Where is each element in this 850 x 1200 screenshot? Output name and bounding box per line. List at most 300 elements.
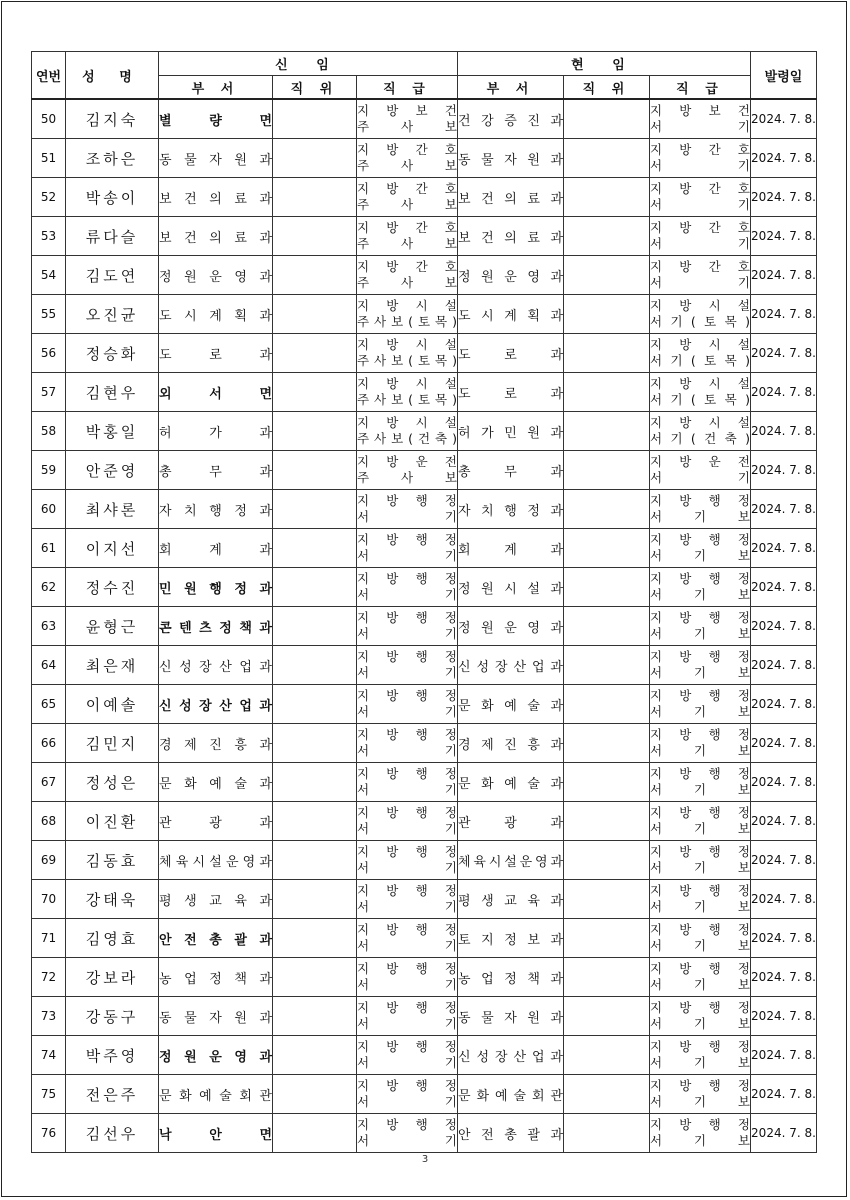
new-department: 문 화 예 술 회 관 bbox=[159, 1075, 273, 1114]
new-grade bbox=[357, 412, 458, 451]
current-department: 도 로 과 bbox=[458, 373, 564, 412]
grade-line: 지 방 행 정 bbox=[650, 766, 750, 781]
new-department: 콘 텐 츠 정 책 과 bbox=[159, 607, 273, 646]
current-position bbox=[564, 763, 650, 802]
person-name: 조하은 bbox=[66, 139, 159, 178]
new-department: 정 원 운 영 과 bbox=[159, 256, 273, 295]
new-department: 경 제 진 흥 과 bbox=[159, 724, 273, 763]
new-grade bbox=[357, 841, 458, 880]
grade-line: 지 방 간 호 bbox=[357, 181, 457, 196]
person-name: 박홍일 bbox=[66, 412, 159, 451]
header-new-dept: 부 서 bbox=[159, 76, 273, 100]
appointment-date: 2024. 7. 8. bbox=[751, 1036, 817, 1075]
new-department: 도 로 과 bbox=[159, 334, 273, 373]
current-position bbox=[564, 958, 650, 997]
row-number: 71 bbox=[32, 919, 66, 958]
grade-line: 서 기 bbox=[357, 587, 457, 602]
appointment-date: 2024. 7. 8. bbox=[751, 880, 817, 919]
row-number: 63 bbox=[32, 607, 66, 646]
current-department: 문 화 예 술 과 bbox=[458, 685, 564, 724]
grade-line: 지 방 행 정 bbox=[650, 805, 750, 820]
grade-line: 지 방 행 정 bbox=[357, 961, 457, 976]
appointment-date: 2024. 7. 8. bbox=[751, 412, 817, 451]
new-grade bbox=[357, 724, 458, 763]
appointment-date: 2024. 7. 8. bbox=[751, 1075, 817, 1114]
row-number: 69 bbox=[32, 841, 66, 880]
current-department: 정 원 시 설 과 bbox=[458, 568, 564, 607]
table-row bbox=[32, 1075, 817, 1114]
row-number: 76 bbox=[32, 1114, 66, 1153]
table-row bbox=[32, 529, 817, 568]
new-position bbox=[273, 451, 357, 490]
row-number: 51 bbox=[32, 139, 66, 178]
grade-line: 서 기 bbox=[357, 860, 457, 875]
grade-line: 지 방 행 정 bbox=[357, 1078, 457, 1093]
new-grade bbox=[357, 958, 458, 997]
grade-line: 서 기 보 bbox=[650, 938, 750, 953]
new-position bbox=[273, 802, 357, 841]
new-position bbox=[273, 919, 357, 958]
row-number: 50 bbox=[32, 99, 66, 139]
grade-line: 서 기 bbox=[650, 470, 750, 485]
new-grade bbox=[357, 607, 458, 646]
table-row bbox=[32, 412, 817, 451]
appointment-date: 2024. 7. 8. bbox=[751, 607, 817, 646]
grade-line: 지 방 행 정 bbox=[357, 844, 457, 859]
new-department: 총 무 과 bbox=[159, 451, 273, 490]
current-grade bbox=[650, 958, 751, 997]
header-new-position: 직 위 bbox=[273, 76, 357, 100]
table-row bbox=[32, 802, 817, 841]
person-name: 김선우 bbox=[66, 1114, 159, 1153]
person-name: 이예솔 bbox=[66, 685, 159, 724]
current-department: 농 업 정 책 과 bbox=[458, 958, 564, 997]
row-number: 64 bbox=[32, 646, 66, 685]
new-department: 낙 안 면 bbox=[159, 1114, 273, 1153]
current-position bbox=[564, 685, 650, 724]
new-department: 문 화 예 술 과 bbox=[159, 763, 273, 802]
grade-line: 지 방 시 설 bbox=[650, 298, 750, 313]
new-position bbox=[273, 646, 357, 685]
row-number: 55 bbox=[32, 295, 66, 334]
grade-line: 지 방 시 설 bbox=[357, 415, 457, 430]
grade-line: 지 방 간 호 bbox=[650, 142, 750, 157]
table-row bbox=[32, 568, 817, 607]
new-grade bbox=[357, 919, 458, 958]
grade-line: 지 방 간 호 bbox=[650, 181, 750, 196]
current-department: 동 물 자 원 과 bbox=[458, 997, 564, 1036]
person-name: 김민지 bbox=[66, 724, 159, 763]
current-grade bbox=[650, 373, 751, 412]
current-position bbox=[564, 1114, 650, 1153]
current-grade bbox=[650, 607, 751, 646]
grade-line: 지 방 행 정 bbox=[650, 727, 750, 742]
row-number: 65 bbox=[32, 685, 66, 724]
grade-line: 서 기 ( 토 목 ) bbox=[650, 353, 750, 368]
person-name: 정승화 bbox=[66, 334, 159, 373]
appointment-date: 2024. 7. 8. bbox=[751, 685, 817, 724]
appointment-date: 2024. 7. 8. bbox=[751, 958, 817, 997]
grade-line: 지 방 운 전 bbox=[650, 454, 750, 469]
appointment-date: 2024. 7. 8. bbox=[751, 529, 817, 568]
header-group-new: 신 임 bbox=[159, 52, 458, 76]
current-grade bbox=[650, 99, 751, 139]
table-row bbox=[32, 646, 817, 685]
table-row bbox=[32, 256, 817, 295]
grade-line: 지 방 간 호 bbox=[357, 259, 457, 274]
new-grade bbox=[357, 529, 458, 568]
new-department: 회 계 과 bbox=[159, 529, 273, 568]
grade-line: 지 방 시 설 bbox=[650, 337, 750, 352]
new-department: 동 물 자 원 과 bbox=[159, 997, 273, 1036]
new-position bbox=[273, 685, 357, 724]
new-position bbox=[273, 997, 357, 1036]
grade-line: 지 방 시 설 bbox=[357, 337, 457, 352]
grade-line: 서 기 bbox=[357, 743, 457, 758]
row-number: 74 bbox=[32, 1036, 66, 1075]
grade-line: 서 기 bbox=[650, 119, 750, 134]
current-position bbox=[564, 1075, 650, 1114]
grade-line: 지 방 보 건 bbox=[357, 103, 457, 118]
new-position bbox=[273, 334, 357, 373]
table-row bbox=[32, 958, 817, 997]
new-position bbox=[273, 139, 357, 178]
new-position bbox=[273, 880, 357, 919]
table-row bbox=[32, 685, 817, 724]
grade-line: 주 사 보 bbox=[357, 197, 457, 212]
grade-line: 주 사 보 ( 건 축 ) bbox=[357, 431, 457, 446]
new-position bbox=[273, 1036, 357, 1075]
appointment-date: 2024. 7. 8. bbox=[751, 99, 817, 139]
grade-line: 지 방 행 정 bbox=[650, 532, 750, 547]
new-grade bbox=[357, 334, 458, 373]
table-row bbox=[32, 295, 817, 334]
grade-line: 서 기 bbox=[650, 275, 750, 290]
new-position bbox=[273, 529, 357, 568]
new-grade bbox=[357, 568, 458, 607]
current-grade bbox=[650, 178, 751, 217]
current-position bbox=[564, 1036, 650, 1075]
appointment-date: 2024. 7. 8. bbox=[751, 373, 817, 412]
grade-line: 주 사 보 ( 토 목 ) bbox=[357, 392, 457, 407]
grade-line: 지 방 행 정 bbox=[650, 883, 750, 898]
grade-line: 주 사 보 ( 토 목 ) bbox=[357, 353, 457, 368]
current-position bbox=[564, 217, 650, 256]
grade-line: 지 방 행 정 bbox=[650, 844, 750, 859]
current-grade bbox=[650, 412, 751, 451]
current-position bbox=[564, 334, 650, 373]
appointment-date: 2024. 7. 8. bbox=[751, 451, 817, 490]
grade-line: 서 기 bbox=[357, 665, 457, 680]
new-grade bbox=[357, 880, 458, 919]
grade-line: 지 방 행 정 bbox=[357, 1117, 457, 1132]
new-position bbox=[273, 568, 357, 607]
grade-line: 지 방 행 정 bbox=[650, 961, 750, 976]
grade-line: 서 기 bbox=[357, 899, 457, 914]
current-grade bbox=[650, 529, 751, 568]
current-department: 건 강 증 진 과 bbox=[458, 99, 564, 139]
current-position bbox=[564, 568, 650, 607]
person-name: 박송이 bbox=[66, 178, 159, 217]
current-department: 자 치 행 정 과 bbox=[458, 490, 564, 529]
grade-line: 지 방 행 정 bbox=[357, 610, 457, 625]
person-name: 이진환 bbox=[66, 802, 159, 841]
grade-line: 지 방 행 정 bbox=[357, 805, 457, 820]
grade-line: 서 기 보 bbox=[650, 899, 750, 914]
person-name: 이지선 bbox=[66, 529, 159, 568]
table-row bbox=[32, 841, 817, 880]
grade-line: 지 방 행 정 bbox=[357, 493, 457, 508]
row-number: 72 bbox=[32, 958, 66, 997]
grade-line: 서 기 bbox=[650, 158, 750, 173]
grade-line: 서 기 bbox=[357, 938, 457, 953]
current-department: 체 육 시 설 운 영 과 bbox=[458, 841, 564, 880]
current-grade bbox=[650, 568, 751, 607]
appointment-date: 2024. 7. 8. bbox=[751, 568, 817, 607]
header-group-current: 현 임 bbox=[458, 52, 751, 76]
grade-line: 지 방 행 정 bbox=[357, 727, 457, 742]
new-department: 민 원 행 정 과 bbox=[159, 568, 273, 607]
new-grade bbox=[357, 1114, 458, 1153]
grade-line: 지 방 행 정 bbox=[650, 688, 750, 703]
current-department: 총 무 과 bbox=[458, 451, 564, 490]
person-name: 박주영 bbox=[66, 1036, 159, 1075]
appointment-date: 2024. 7. 8. bbox=[751, 646, 817, 685]
current-position bbox=[564, 919, 650, 958]
current-grade bbox=[650, 256, 751, 295]
person-name: 김지숙 bbox=[66, 99, 159, 139]
grade-line: 지 방 행 정 bbox=[357, 688, 457, 703]
grade-line: 지 방 간 호 bbox=[650, 259, 750, 274]
row-number: 60 bbox=[32, 490, 66, 529]
grade-line: 서 기 보 bbox=[650, 860, 750, 875]
current-grade bbox=[650, 1075, 751, 1114]
row-number: 68 bbox=[32, 802, 66, 841]
current-department: 보 건 의 료 과 bbox=[458, 178, 564, 217]
current-grade bbox=[650, 334, 751, 373]
grade-line: 지 방 행 정 bbox=[357, 922, 457, 937]
header-date: 발령일 bbox=[751, 52, 817, 100]
new-grade bbox=[357, 217, 458, 256]
grade-line: 서 기 보 bbox=[650, 1055, 750, 1070]
grade-line: 지 방 행 정 bbox=[357, 532, 457, 547]
new-position bbox=[273, 256, 357, 295]
table-row bbox=[32, 334, 817, 373]
new-grade bbox=[357, 763, 458, 802]
new-position bbox=[273, 490, 357, 529]
person-name: 정수진 bbox=[66, 568, 159, 607]
person-name: 김현우 bbox=[66, 373, 159, 412]
current-department: 회 계 과 bbox=[458, 529, 564, 568]
current-position bbox=[564, 880, 650, 919]
row-number: 59 bbox=[32, 451, 66, 490]
grade-line: 지 방 행 정 bbox=[650, 610, 750, 625]
current-grade bbox=[650, 646, 751, 685]
current-position bbox=[564, 490, 650, 529]
grade-line: 서 기 보 bbox=[650, 1133, 750, 1148]
current-department: 동 물 자 원 과 bbox=[458, 139, 564, 178]
current-position bbox=[564, 99, 650, 139]
grade-line: 지 방 행 정 bbox=[357, 1039, 457, 1054]
grade-line: 지 방 간 호 bbox=[650, 220, 750, 235]
grade-line: 주 사 보 bbox=[357, 236, 457, 251]
current-grade bbox=[650, 997, 751, 1036]
grade-line: 지 방 시 설 bbox=[357, 376, 457, 391]
current-department: 안 전 총 괄 과 bbox=[458, 1114, 564, 1153]
new-position bbox=[273, 99, 357, 139]
row-number: 58 bbox=[32, 412, 66, 451]
new-grade bbox=[357, 451, 458, 490]
new-department: 자 치 행 정 과 bbox=[159, 490, 273, 529]
grade-line: 서 기 보 bbox=[650, 1016, 750, 1031]
grade-line: 지 방 행 정 bbox=[650, 1039, 750, 1054]
new-grade bbox=[357, 1075, 458, 1114]
current-grade bbox=[650, 880, 751, 919]
grade-line: 서 기 bbox=[357, 1133, 457, 1148]
grade-line: 서 기 bbox=[357, 821, 457, 836]
current-grade bbox=[650, 490, 751, 529]
person-name: 최샤론 bbox=[66, 490, 159, 529]
current-grade bbox=[650, 139, 751, 178]
person-name: 정성은 bbox=[66, 763, 159, 802]
table-row bbox=[32, 763, 817, 802]
new-grade bbox=[357, 802, 458, 841]
current-department: 정 원 운 영 과 bbox=[458, 256, 564, 295]
table-row bbox=[32, 217, 817, 256]
current-grade bbox=[650, 685, 751, 724]
new-grade bbox=[357, 373, 458, 412]
grade-line: 서 기 보 bbox=[650, 548, 750, 563]
grade-line: 주 사 보 bbox=[357, 275, 457, 290]
grade-line: 서 기 보 bbox=[650, 587, 750, 602]
current-position bbox=[564, 529, 650, 568]
new-grade bbox=[357, 490, 458, 529]
grade-line: 지 방 행 정 bbox=[650, 922, 750, 937]
grade-line: 지 방 행 정 bbox=[357, 649, 457, 664]
new-position bbox=[273, 295, 357, 334]
current-grade bbox=[650, 451, 751, 490]
person-name: 강보라 bbox=[66, 958, 159, 997]
current-position bbox=[564, 724, 650, 763]
grade-line: 주 사 보 bbox=[357, 158, 457, 173]
new-department: 정 원 운 영 과 bbox=[159, 1036, 273, 1075]
grade-line: 지 방 행 정 bbox=[357, 1000, 457, 1015]
person-name: 윤형근 bbox=[66, 607, 159, 646]
new-department: 동 물 자 원 과 bbox=[159, 139, 273, 178]
grade-line: 지 방 행 정 bbox=[357, 883, 457, 898]
new-grade bbox=[357, 1036, 458, 1075]
row-number: 67 bbox=[32, 763, 66, 802]
grade-line: 지 방 행 정 bbox=[357, 766, 457, 781]
new-grade bbox=[357, 256, 458, 295]
appointment-date: 2024. 7. 8. bbox=[751, 139, 817, 178]
current-position bbox=[564, 295, 650, 334]
row-number: 54 bbox=[32, 256, 66, 295]
current-grade bbox=[650, 295, 751, 334]
new-position bbox=[273, 1114, 357, 1153]
current-position bbox=[564, 373, 650, 412]
grade-line: 지 방 보 건 bbox=[650, 103, 750, 118]
table-row bbox=[32, 99, 817, 139]
new-department: 농 업 정 책 과 bbox=[159, 958, 273, 997]
current-department: 관 광 과 bbox=[458, 802, 564, 841]
table-row bbox=[32, 724, 817, 763]
grade-line: 서 기 bbox=[650, 236, 750, 251]
current-department: 문 화 예 술 회 관 bbox=[458, 1075, 564, 1114]
grade-line: 지 방 시 설 bbox=[650, 415, 750, 430]
grade-line: 지 방 간 호 bbox=[357, 220, 457, 235]
header-cur-dept: 부 서 bbox=[458, 76, 564, 100]
appointment-date: 2024. 7. 8. bbox=[751, 334, 817, 373]
new-department: 관 광 과 bbox=[159, 802, 273, 841]
current-grade bbox=[650, 724, 751, 763]
current-position bbox=[564, 139, 650, 178]
appointment-date: 2024. 7. 8. bbox=[751, 1114, 817, 1153]
appointment-date: 2024. 7. 8. bbox=[751, 763, 817, 802]
header-new-grade: 직 급 bbox=[357, 76, 458, 100]
grade-line: 지 방 행 정 bbox=[650, 493, 750, 508]
row-number: 75 bbox=[32, 1075, 66, 1114]
grade-line: 서 기 ( 건 축 ) bbox=[650, 431, 750, 446]
new-position bbox=[273, 607, 357, 646]
current-department: 경 제 진 흥 과 bbox=[458, 724, 564, 763]
grade-line: 서 기 보 bbox=[650, 704, 750, 719]
row-number: 52 bbox=[32, 178, 66, 217]
current-grade bbox=[650, 763, 751, 802]
new-department: 신 성 장 산 업 과 bbox=[159, 646, 273, 685]
grade-line: 서 기 bbox=[357, 1016, 457, 1031]
grade-line: 지 방 시 설 bbox=[357, 298, 457, 313]
person-name: 오진균 bbox=[66, 295, 159, 334]
table-row bbox=[32, 880, 817, 919]
new-department: 안 전 총 괄 과 bbox=[159, 919, 273, 958]
current-position bbox=[564, 256, 650, 295]
person-name: 최은재 bbox=[66, 646, 159, 685]
new-grade bbox=[357, 997, 458, 1036]
header-cur-grade: 직 급 bbox=[650, 76, 751, 100]
new-department: 평 생 교 육 과 bbox=[159, 880, 273, 919]
grade-line: 지 방 행 정 bbox=[650, 1000, 750, 1015]
new-position bbox=[273, 958, 357, 997]
grade-line: 서 기 bbox=[357, 548, 457, 563]
current-position bbox=[564, 412, 650, 451]
page-number: 3 bbox=[421, 1154, 429, 1165]
grade-line: 지 방 행 정 bbox=[650, 571, 750, 586]
person-name: 강동구 bbox=[66, 997, 159, 1036]
grade-line: 서 기 bbox=[357, 1055, 457, 1070]
grade-line: 주 사 보 ( 토 목 ) bbox=[357, 314, 457, 329]
person-name: 전은주 bbox=[66, 1075, 159, 1114]
header-cur-position: 직 위 bbox=[564, 76, 650, 100]
appointment-date: 2024. 7. 8. bbox=[751, 724, 817, 763]
row-number: 61 bbox=[32, 529, 66, 568]
current-department: 토 지 정 보 과 bbox=[458, 919, 564, 958]
current-department: 도 시 계 획 과 bbox=[458, 295, 564, 334]
appointment-date: 2024. 7. 8. bbox=[751, 841, 817, 880]
grade-line: 서 기 bbox=[357, 977, 457, 992]
appointment-date: 2024. 7. 8. bbox=[751, 256, 817, 295]
grade-line: 서 기 bbox=[357, 782, 457, 797]
table-row bbox=[32, 373, 817, 412]
person-name: 강태욱 bbox=[66, 880, 159, 919]
new-position bbox=[273, 724, 357, 763]
current-position bbox=[564, 607, 650, 646]
current-department: 정 원 운 영 과 bbox=[458, 607, 564, 646]
header-name: 성 명 bbox=[66, 52, 159, 100]
person-name: 김동효 bbox=[66, 841, 159, 880]
grade-line: 서 기 보 bbox=[650, 977, 750, 992]
new-department: 도 시 계 획 과 bbox=[159, 295, 273, 334]
